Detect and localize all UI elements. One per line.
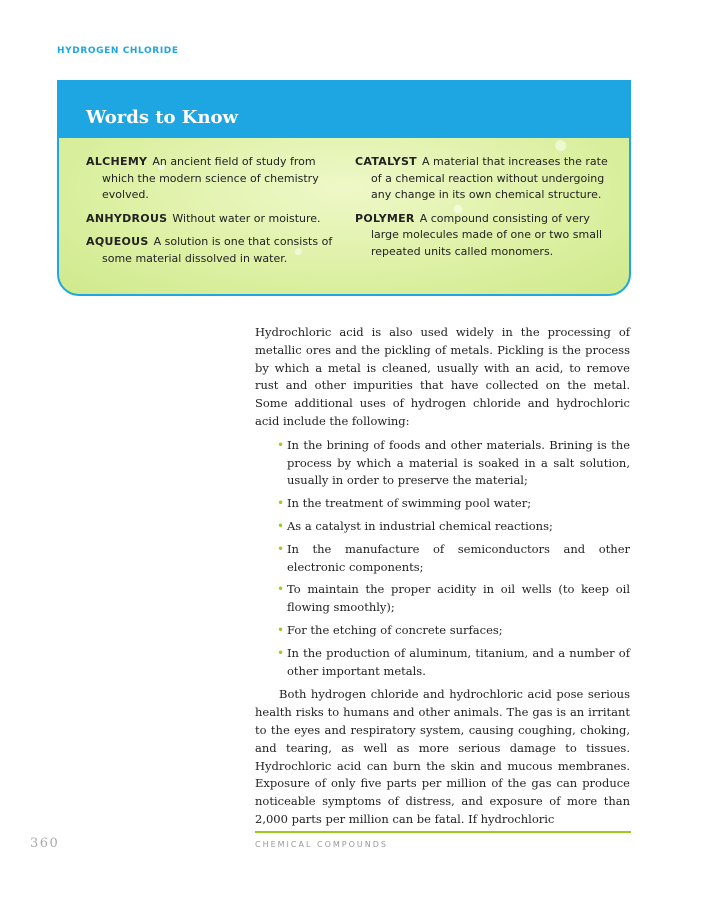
bullet-icon: • [277,518,285,533]
list-item: • In the treatment of swimming pool water; [287,495,630,513]
term-word: ANHYDROUS [86,211,168,225]
glossary-term [355,211,611,261]
bullet-icon: • [277,622,285,637]
bullet-icon: • [277,437,285,452]
term-definition: A material that increases the rate of a chemical reaction without undergoing any change in its own chemical structure. [371,155,608,201]
uses-list [255,437,630,681]
glossary-term [86,154,341,204]
term-definition: Without water or moisture. [172,211,321,225]
glossary-term [355,154,611,204]
list-item: • In the brining of foods and other materials. Brining is the process by which a material is soaked in a salt solution, usually in order to preserve the material; [277,437,630,488]
list-item: • In the production of aluminum, titanium, and a number of other important metals. [277,645,630,678]
health-paragraph: Both hydrogen chloride and hydrochloric acid pose serious health risks to humans and other animals. The gas is an irritant to the eyes and respiratory system, causing coughing, choking, and tearing, as well as more serious damage to tissues. Hydrochloric acid can burn the skin and mucous membranes. Exposure of only five parts per million of the gas can produce noticeable symptoms of distress, and exposure of more than 2,000 parts per million can be fatal. If hydrochloric [255,687,630,826]
bullet-icon: • [277,582,285,597]
term-word: POLYMER [355,211,415,225]
glossary-term [86,234,341,267]
bullet-icon: • [277,496,285,511]
footer-book-title: CHEMICAL COMPOUNDS [255,840,388,849]
bullet-icon: • [277,645,285,660]
term-definition: A solution is one that consists of some material dissolved in water. [102,235,333,265]
term-word: AQUEOUS [86,235,149,248]
running-head: HYDROGEN CHLORIDE [57,46,179,56]
list-item: • For the etching of concrete surfaces; [287,622,630,640]
term-definition: An ancient field of study from which the modern science of chemistry evolved. [102,155,319,201]
list-item: • As a catalyst in industrial chemical reactions; [287,518,630,536]
words-to-know-box [57,80,631,296]
list-item: • In the manufacture of semiconductors and other electronic components; [277,541,630,574]
glossary-right-column [355,154,611,267]
intro-paragraph: Hydrochloric acid is also used widely in the processing of metallic ores and the pickling of metals. Pickling is the process by which a metal is cleaned, usually with an acid, to remove rust and other impurities that have collected on the metal. Some additional uses of hydrogen chloride and hydrochloric acid include the following: [255,325,630,428]
words-to-know-title: Words to Know [86,107,239,128]
glossary-left-column [86,154,341,274]
term-word: CATALYST [355,155,417,168]
page-number: 360 [30,836,60,851]
footer-rule [255,831,631,833]
glossary-term [86,211,341,228]
term-word: ALCHEMY [86,155,148,168]
bullet-icon: • [277,541,285,556]
main-body-text [255,324,630,835]
term-definition: A compound consisting of very large molecules made of one or two small repeated units called monomers. [371,211,603,258]
words-to-know-header [59,82,629,138]
list-item: • To maintain the proper acidity in oil wells (to keep oil flowing smoothly); [277,582,630,615]
